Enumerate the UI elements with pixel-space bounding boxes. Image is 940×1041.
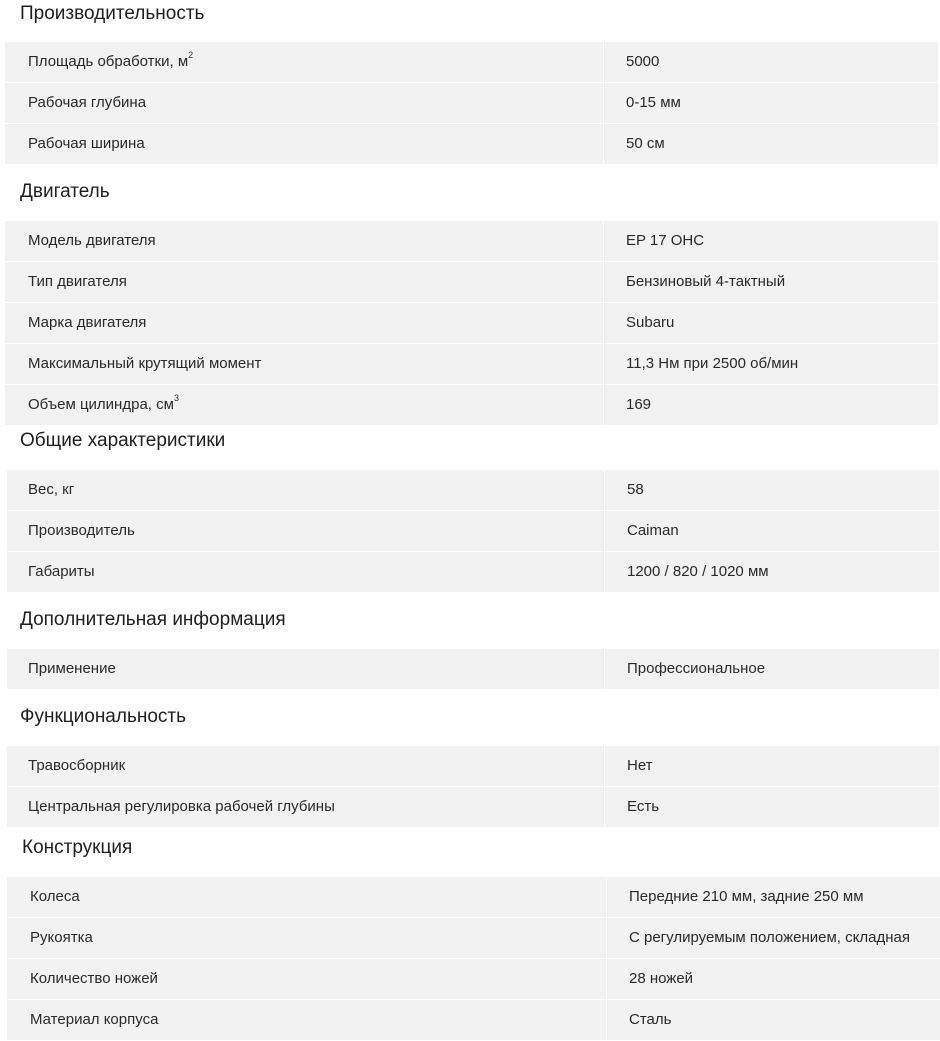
spec-value: 58	[604, 470, 939, 510]
spec-name: Объем цилиндра, $см^3$	[5, 385, 603, 425]
spec-value: 169	[603, 385, 938, 425]
spec-name: Модель двигателя	[5, 221, 603, 261]
section-title: Дополнительная информация	[20, 609, 286, 630]
spec-row	[5, 385, 938, 425]
section-title: Функциональность	[20, 706, 187, 727]
spec-name: Колеса	[7, 877, 606, 917]
spec-name: Тип двигателя	[5, 262, 603, 302]
spec-value: 50 см	[603, 124, 938, 164]
spec-table	[7, 746, 940, 828]
spec-table	[7, 877, 940, 1041]
spec-name: Максимальный крутящий момент	[5, 344, 603, 384]
spec-name: Центральная регулировка рабочей глубины	[7, 787, 604, 827]
spec-row	[7, 470, 940, 510]
spec-value: 28 ножей	[606, 959, 940, 999]
spec-value: 0-15 мм	[603, 83, 938, 123]
spec-name: Материал корпуса	[7, 1000, 606, 1040]
spec-value: Subaru	[603, 303, 938, 343]
spec-value: С регулируемым положением, складная	[606, 918, 940, 958]
spec-row	[7, 552, 940, 592]
spec-row	[5, 124, 938, 164]
spec-row	[7, 959, 940, 999]
spec-value: Передние 210 мм, задние 250 мм	[606, 877, 940, 917]
spec-value: Профессиональное	[604, 649, 939, 689]
spec-value: 5000	[603, 42, 938, 82]
section-title: Общие характеристики	[20, 430, 226, 451]
spec-row	[7, 649, 940, 689]
spec-table	[5, 221, 938, 426]
spec-row	[7, 918, 940, 958]
spec-name: Травосборник	[7, 746, 604, 786]
spec-row	[5, 344, 938, 384]
spec-name: Площадь обработки, $м^2$	[5, 42, 603, 82]
spec-name: Применение	[7, 649, 604, 689]
spec-row	[7, 787, 940, 827]
spec-table	[7, 470, 940, 593]
spec-value: Бензиновый 4-тактный	[603, 262, 938, 302]
spec-name: Габариты	[7, 552, 604, 592]
spec-row	[7, 877, 940, 917]
spec-row	[5, 262, 938, 302]
spec-row	[7, 746, 940, 786]
spec-table	[5, 42, 938, 165]
spec-name: Марка двигателя	[5, 303, 603, 343]
spec-name: Рукоятка	[7, 918, 606, 958]
section-title: Двигатель	[20, 181, 110, 202]
spec-name: Рабочая ширина	[5, 124, 603, 164]
spec-value: 11,3 Нм при 2500 об/мин	[603, 344, 938, 384]
spec-name: Производитель	[7, 511, 604, 551]
spec-value: Есть	[604, 787, 939, 827]
spec-row	[7, 511, 940, 551]
spec-value: Нет	[604, 746, 939, 786]
spec-row	[5, 83, 938, 123]
spec-value: Caiman	[604, 511, 939, 551]
section-title: Конструкция	[22, 837, 133, 858]
spec-value: 1200 / 820 / 1020 мм	[604, 552, 939, 592]
spec-name: Количество ножей	[7, 959, 606, 999]
spec-table	[7, 649, 940, 690]
spec-row	[5, 221, 938, 261]
spec-row	[5, 42, 938, 82]
spec-value: EP 17 OHC	[603, 221, 938, 261]
spec-name: Вес, кг	[7, 470, 604, 510]
spec-name: Рабочая глубина	[5, 83, 603, 123]
section-title: Производительность	[20, 3, 205, 24]
spec-value: Сталь	[606, 1000, 940, 1040]
spec-row	[7, 1000, 940, 1040]
spec-row	[5, 303, 938, 343]
